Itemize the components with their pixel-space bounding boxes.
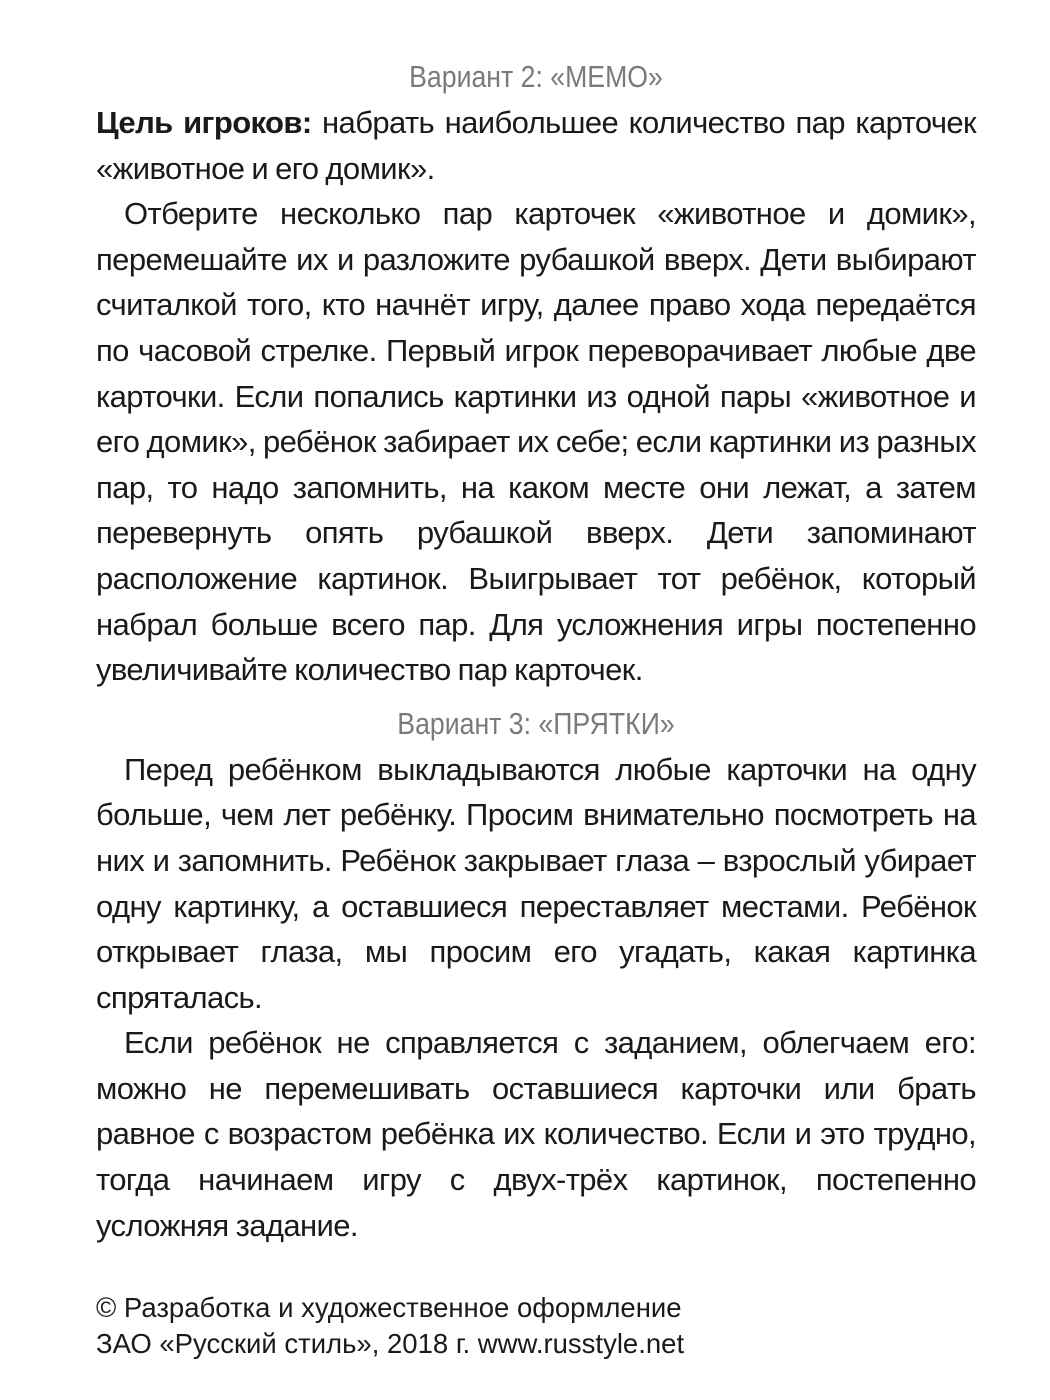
copyright-footer: [96, 1290, 996, 1362]
section2-goal: [96, 100, 976, 191]
section3-paragraph-2: Если ребёнок не справляется с заданием, облегчаем его: можно не перемешивать оставшиеся карточки или брать равное с возрастом ребёнка их количество. Если и это трудно, тогда начинаем игру с двух-трёх картинок, постепенно усложняя задание.: [96, 1025, 976, 1243]
goal-label: Цель игроков:: [96, 105, 312, 140]
section3-paragraph-1: Перед ребёнком выкладываются любые карточки на одну больше, чем лет ребёнку. Просим внимательно посмотреть на них и запомнить. Ребёнок закрывает глаза – взрослый убирает одну картинку, а оставшиеся переставляет местами. Ребёнок открывает глаза, мы просим его угадать, какая картинка спряталась.: [96, 751, 976, 1015]
copyright-line-2: ЗАО «Русский стиль», 2018 г. www.russtyle.net: [96, 1328, 685, 1359]
section2-heading: Вариант 2: «МЕМО»: [409, 59, 663, 94]
goal-text: набрать наибольшее количество пар карточек «животное и его домик».: [96, 105, 976, 186]
section3-heading: Вариант 3: «ПРЯТКИ»: [397, 705, 675, 741]
instructions-content: [96, 56, 976, 1248]
copyright-line-1: © Разработка и художественное оформление: [96, 1292, 682, 1323]
section2-paragraph: Отберите несколько пар карточек «животное и домик», перемешайте их и разложите рубашкой вверх. Дети выбирают считалкой того, кто начнёт игру, далее право хода передаётся по часовой стрелке. Первый игрок переворачивает любые две карточки. Если попались картинки из одной пары «животное и его домик», ребёнок забирает их себе; если картинки из разных пар, то надо запомнить, на каком месте они лежат, а затем перевернуть опять рубашкой вверх. Дети запоминают расположение картинок. Выигрывает тот ребёнок, который набрал больше всего пар. Для усложнения игры постепенно увеличивайте количество пар карточек.: [96, 196, 976, 688]
